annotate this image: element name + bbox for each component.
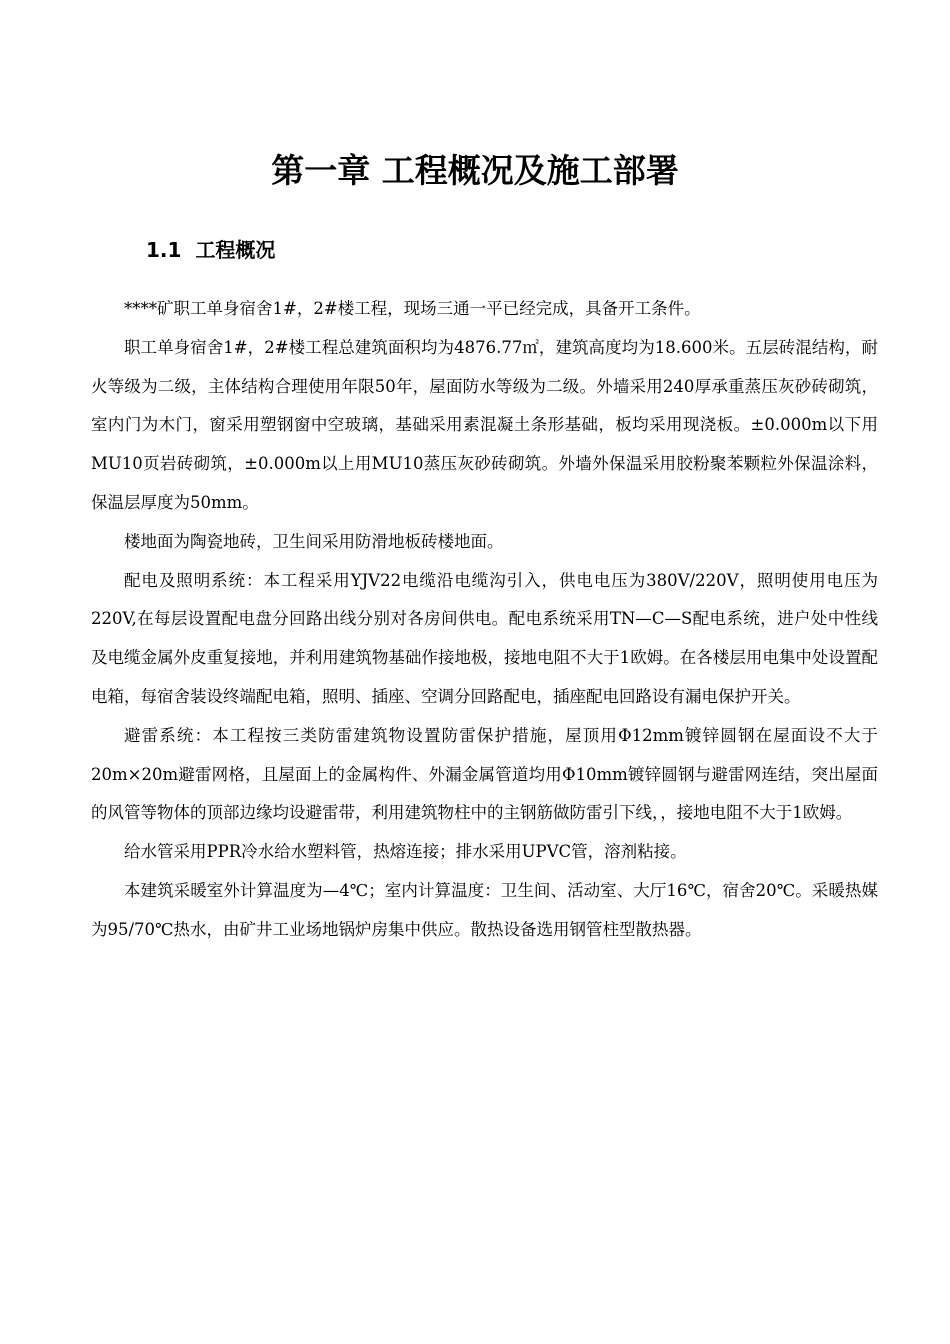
paragraph-heating: 本建筑采暖室外计算温度为—4℃；室内计算温度：卫生间、活动室、大厅16℃，宿舍20℃。采暖热媒为95/70℃热水，由矿井工业场地锅炉房集中供应。散热设备选用钢管柱型散热器。 [91,880,878,939]
paragraph-lightning-protection: 避雷系统：本工程按三类防雷建筑物设置防雷保护措施，屋顶用Φ12mm镀锌圆钢在屋面设不大于20m×20m避雷网格，且屋面上的金属构件、外漏金属管道均用Φ10mm镀锌圆钢与避雷网连结，突出屋面的风管等物体的顶部边缘均设避雷带，利用建筑物柱中的主钢筋做防雷引下线，，接地电阻不大于1欧姆。 [91,725,878,823]
section-number: 1.1 [146,238,182,262]
section-title: 工程概况 [195,238,276,262]
section-heading [146,230,275,270]
paragraph-building-overview: 职工单身宿舍1#，2#楼工程总建筑面积均为4876.77㎡，建筑高度均为18.600米。五层砖混结构，耐火等级为二级，主体结构合理使用年限50年，屋面防水等级为二级。外墙采用240厚承重蒸压灰砂砖砌筑，室内门为木门，窗采用塑钢窗中空玻璃，基础采用素混凝土条形基础，板均采用现浇板。±0.000m以下用MU10页岩砖砌筑，±0.000m以上用MU10蒸压灰砂砖砌筑。外墙外保温采用胶粉聚苯颗粒外保温涂料，保温层厚度为50mm。 [91,337,878,512]
paragraph-site-conditions: ****矿职工单身宿舍1#，2#楼工程，现场三通一平已经完成，具备开工条件。 [124,299,701,318]
chapter-title: 第一章 工程概况及施工部署 [271,151,679,190]
paragraph-water-drainage: 给水管采用PPR冷水给水塑料管，热熔连接；排水采用UPVC管，溶剂粘接。 [124,842,687,862]
paragraph-flooring: 楼地面为陶瓷地砖，卫生间采用防滑地板砖楼地面。 [124,531,504,551]
paragraph-power-lighting: 配电及照明系统：本工程采用YJV22电缆沿电缆沟引入，供电电压为380V/220V，照明使用电压为220V,在每层设置配电盘分回路出线分别对各房间供电。配电系统采用TN—C—S配电系统，进户处中性线及电缆金属外皮重复接地，并利用建筑物基础作接地极，接地电阻不大于1欧姆。在各楼层用电集中处设置配电箱，每宿舍装设终端配电箱，照明、插座、空调分回路配电，插座配电回路设有漏电保护开关。 [91,570,878,706]
body-text [91,290,878,950]
